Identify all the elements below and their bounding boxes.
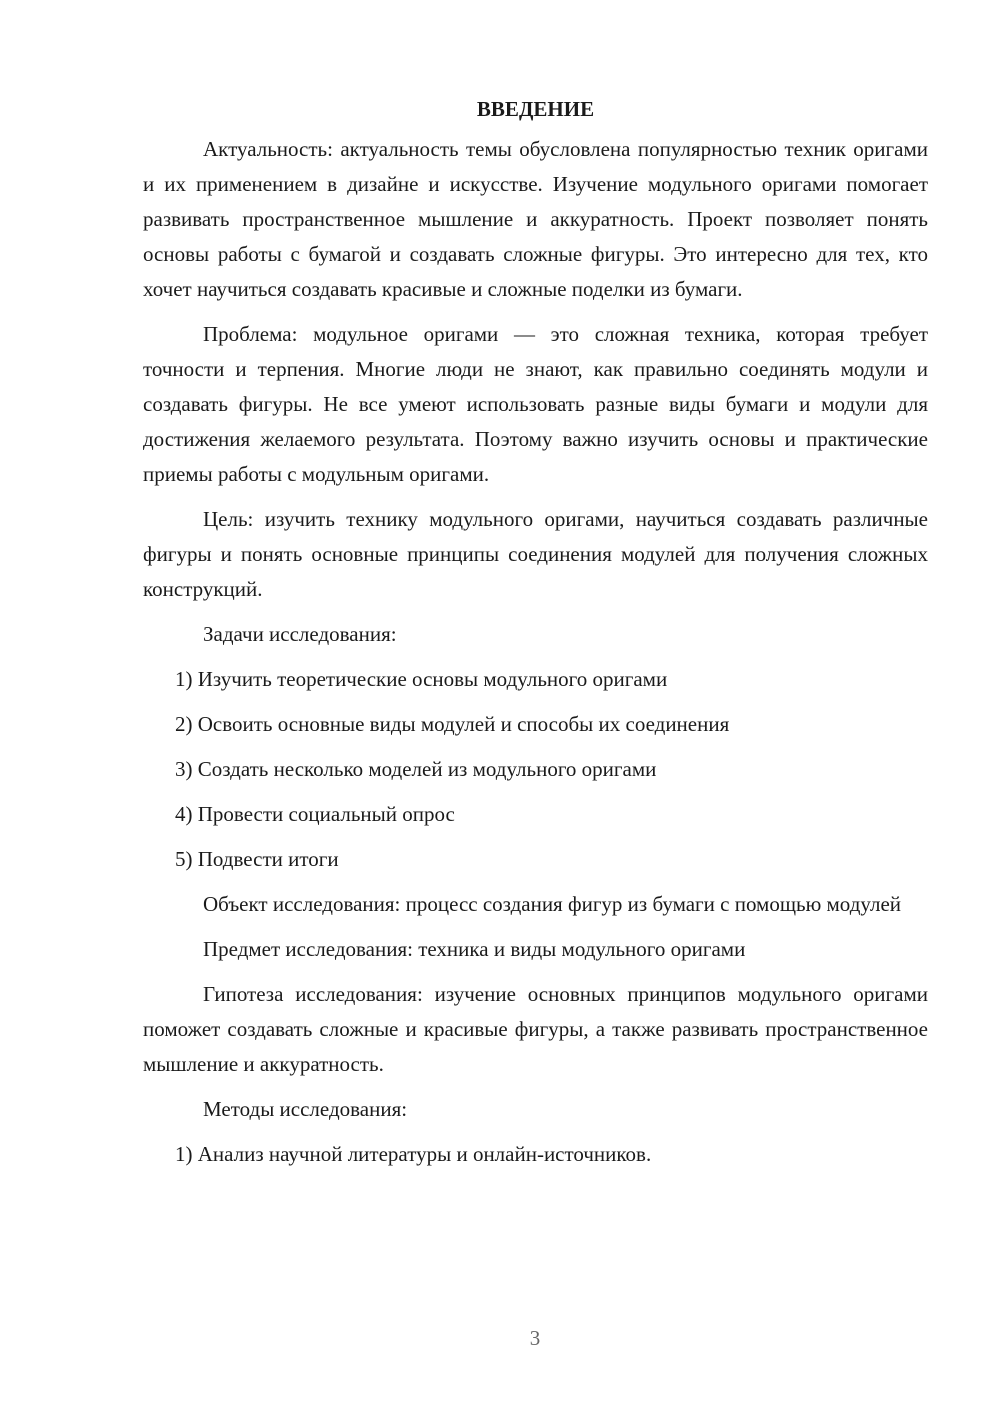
page-title: ВВЕДЕНИЕ xyxy=(476,97,595,121)
document-body xyxy=(143,92,928,1182)
list-item: 3) Создать несколько моделей из модульного оригами xyxy=(175,757,657,781)
problem-paragraph: Проблема: модульное оригами — это сложная техника, которая требует точности и терпения. Многие люди не знают, как правильно соединять модули и создавать фигуры. Не все умеют использовать разные виды бумаги и модули для достижения желаемого результата. Поэтому важно изучить основы и практические приемы работы с модульным оригами. xyxy=(143,322,928,486)
goal-paragraph: Цель: изучить технику модульного оригами, научиться создавать различные фигуры и понять основные принципы соединения модулей для получения сложных конструкций. xyxy=(143,507,928,601)
list-item: 4) Провести социальный опрос xyxy=(175,802,455,826)
methods-list xyxy=(143,1137,928,1172)
methods-heading: Методы исследования: xyxy=(203,1097,408,1121)
list-item: 5) Подвести итоги xyxy=(175,847,339,871)
list-item: 2) Освоить основные виды модулей и способы их соединения xyxy=(175,712,730,736)
list-item: 1) Изучить теоретические основы модульного оригами xyxy=(175,667,668,691)
subject-paragraph: Предмет исследования: техника и виды модульного оригами xyxy=(203,937,746,961)
tasks-list xyxy=(143,662,928,877)
page-number: 3 xyxy=(529,1326,541,1350)
object-paragraph: Объект исследования: процесс создания фигур из бумаги с помощью модулей xyxy=(203,892,902,916)
hypothesis-paragraph: Гипотеза исследования: изучение основных принципов модульного оригами поможет создавать сложные и красивые фигуры, а также развивать пространственное мышление и аккуратность. xyxy=(143,982,928,1076)
list-item: 1) Анализ научной литературы и онлайн-источников. xyxy=(175,1142,652,1166)
relevance-paragraph: Актуальность: актуальность темы обусловлена популярностью техник оригами и их применением в дизайне и искусстве. Изучение модульного оригами помогает развивать пространственное мышление и аккуратность. Проект позволяет понять основы работы с бумагой и создавать сложные фигуры. Это интересно для тех, кто хочет научиться создавать красивые и сложные поделки из бумаги. xyxy=(143,137,928,301)
tasks-heading: Задачи исследования: xyxy=(203,622,397,646)
